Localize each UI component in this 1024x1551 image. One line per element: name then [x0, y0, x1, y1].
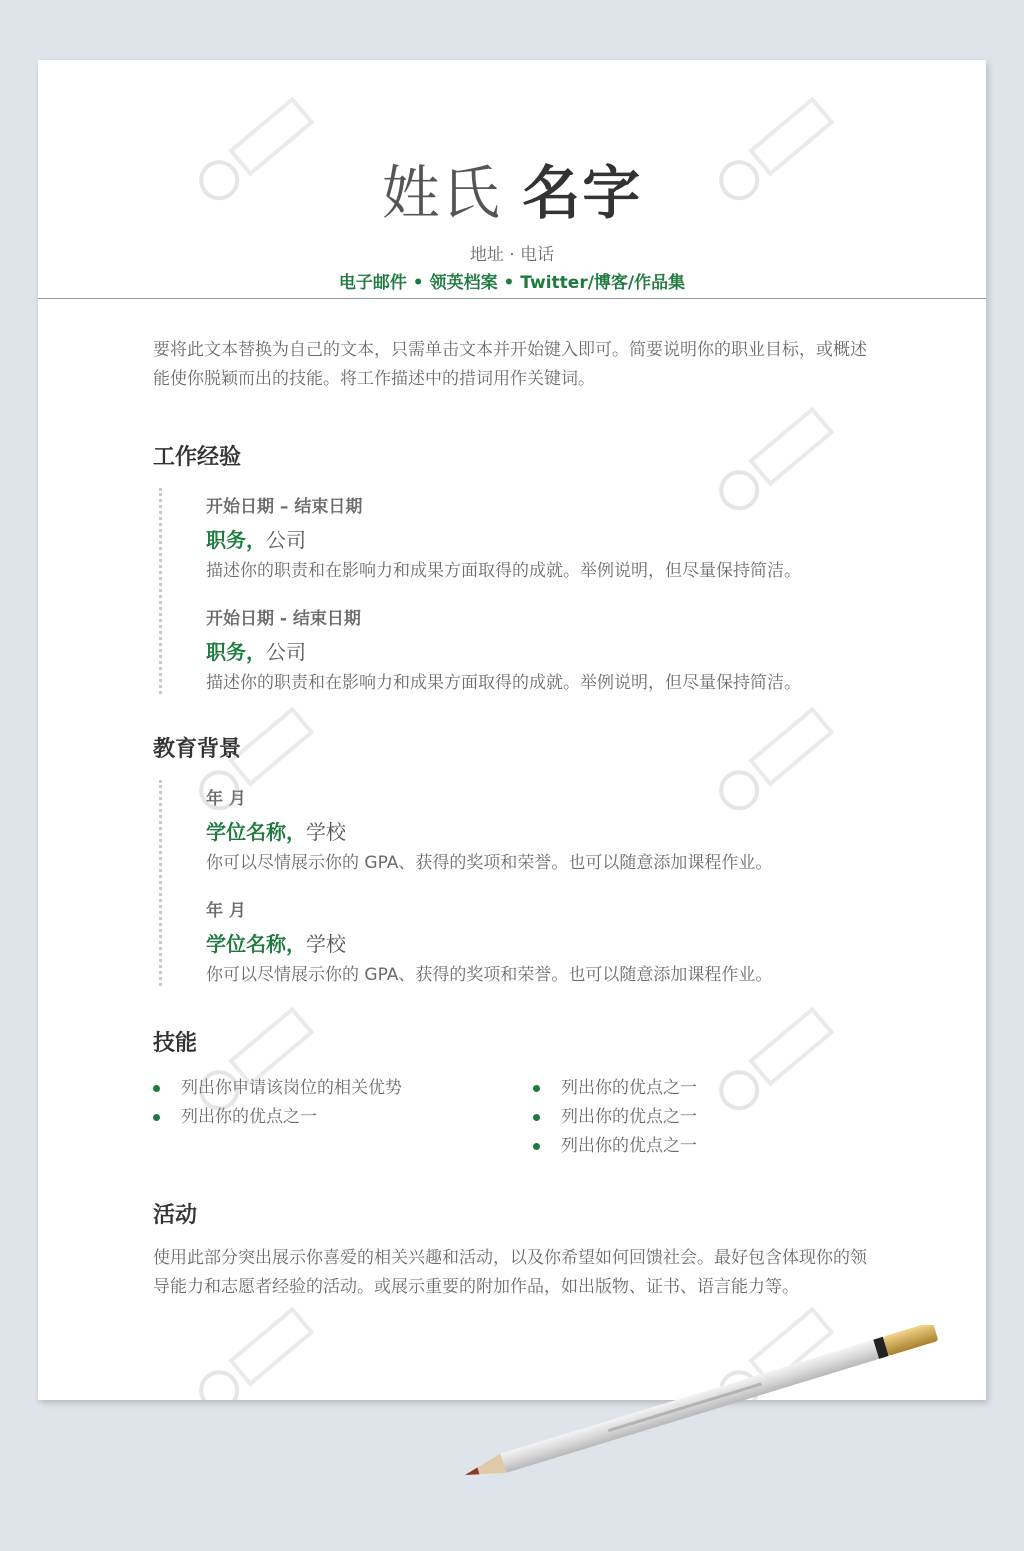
skill-item: 列出你的优点之一: [533, 1132, 893, 1161]
entry-org: 公司: [266, 528, 306, 552]
education-entry: [206, 784, 906, 873]
entry-title: 学位名称，: [206, 932, 306, 956]
activities-text: 使用此部分突出展示你喜爱的相关兴趣和活动，以及你希望如何回馈社会。最好包含体现你的领导能力和志愿者经验的活动。或展示重要的附加作品，如出版物、证书、语言能力等。: [153, 1248, 867, 1297]
skill-item: 列出你的优点之一: [533, 1103, 893, 1132]
entry-date: 年 月: [206, 789, 246, 809]
bullet-icon: [153, 1114, 160, 1121]
entry-org: 学校: [306, 932, 346, 956]
entry-role: [206, 816, 906, 846]
experience-timeline: [159, 488, 162, 694]
entry-role: [206, 928, 906, 958]
bullet-icon: [533, 1143, 540, 1150]
entry-role: [206, 524, 906, 554]
experience-entry: [206, 492, 906, 581]
entry-date: 年 月: [206, 901, 246, 921]
contact-info: 地址 · 电话: [469, 245, 555, 265]
entry-desc: 描述你的职责和在影响力和成果方面取得的成就。举例说明，但尽量保持简洁。: [206, 561, 801, 581]
profile-links: 电子邮件 • 领英档案 • Twitter/博客/作品集: [338, 273, 686, 293]
entry-title: 学位名称，: [206, 820, 306, 844]
pencil-icon: [455, 1325, 965, 1505]
entry-desc: 你可以尽情展示你的 GPA、获得的奖项和荣誉。也可以随意添加课程作业。: [206, 965, 773, 985]
experience-entry: [206, 604, 906, 693]
summary-text: 要将此文本替换为自己的文本，只需单击文本并开始键入即可。简要说明你的职业目标，或概述能使你脱颖而出的技能。将工作描述中的措词用作关键词。: [153, 340, 867, 389]
entry-date: 开始日期 - 结束日期: [206, 609, 361, 629]
education-entry: [206, 896, 906, 985]
skill-item: 列出你的优点之一: [153, 1103, 513, 1132]
bullet-icon: [153, 1085, 160, 1092]
skills-heading: 技能: [153, 1031, 198, 1056]
experience-heading: 工作经验: [153, 445, 242, 470]
header-divider: [38, 298, 986, 299]
skill-item: 列出你的优点之一: [533, 1074, 893, 1103]
skill-item: 列出你申请该岗位的相关优势: [153, 1074, 513, 1103]
entry-role: [206, 636, 906, 666]
bullet-icon: [533, 1085, 540, 1092]
entry-title: 职务，: [206, 640, 266, 664]
entry-desc: 描述你的职责和在影响力和成果方面取得的成就。举例说明，但尽量保持简洁。: [206, 673, 801, 693]
watermark-icon: [186, 1289, 339, 1400]
entry-org: 学校: [306, 820, 346, 844]
entry-desc: 你可以尽情展示你的 GPA、获得的奖项和荣誉。也可以随意添加课程作业。: [206, 853, 773, 873]
entry-org: 公司: [266, 640, 306, 664]
entry-date: 开始日期 – 结束日期: [206, 497, 363, 517]
bullet-icon: [533, 1114, 540, 1121]
education-heading: 教育背景: [153, 737, 242, 762]
last-name: 姓氏: [381, 159, 502, 227]
full-name: [38, 158, 986, 228]
first-name: 名字: [522, 159, 643, 227]
activities-heading: 活动: [153, 1203, 198, 1228]
education-timeline: [159, 780, 162, 986]
resume-page: [38, 60, 986, 1400]
entry-title: 职务，: [206, 528, 266, 552]
